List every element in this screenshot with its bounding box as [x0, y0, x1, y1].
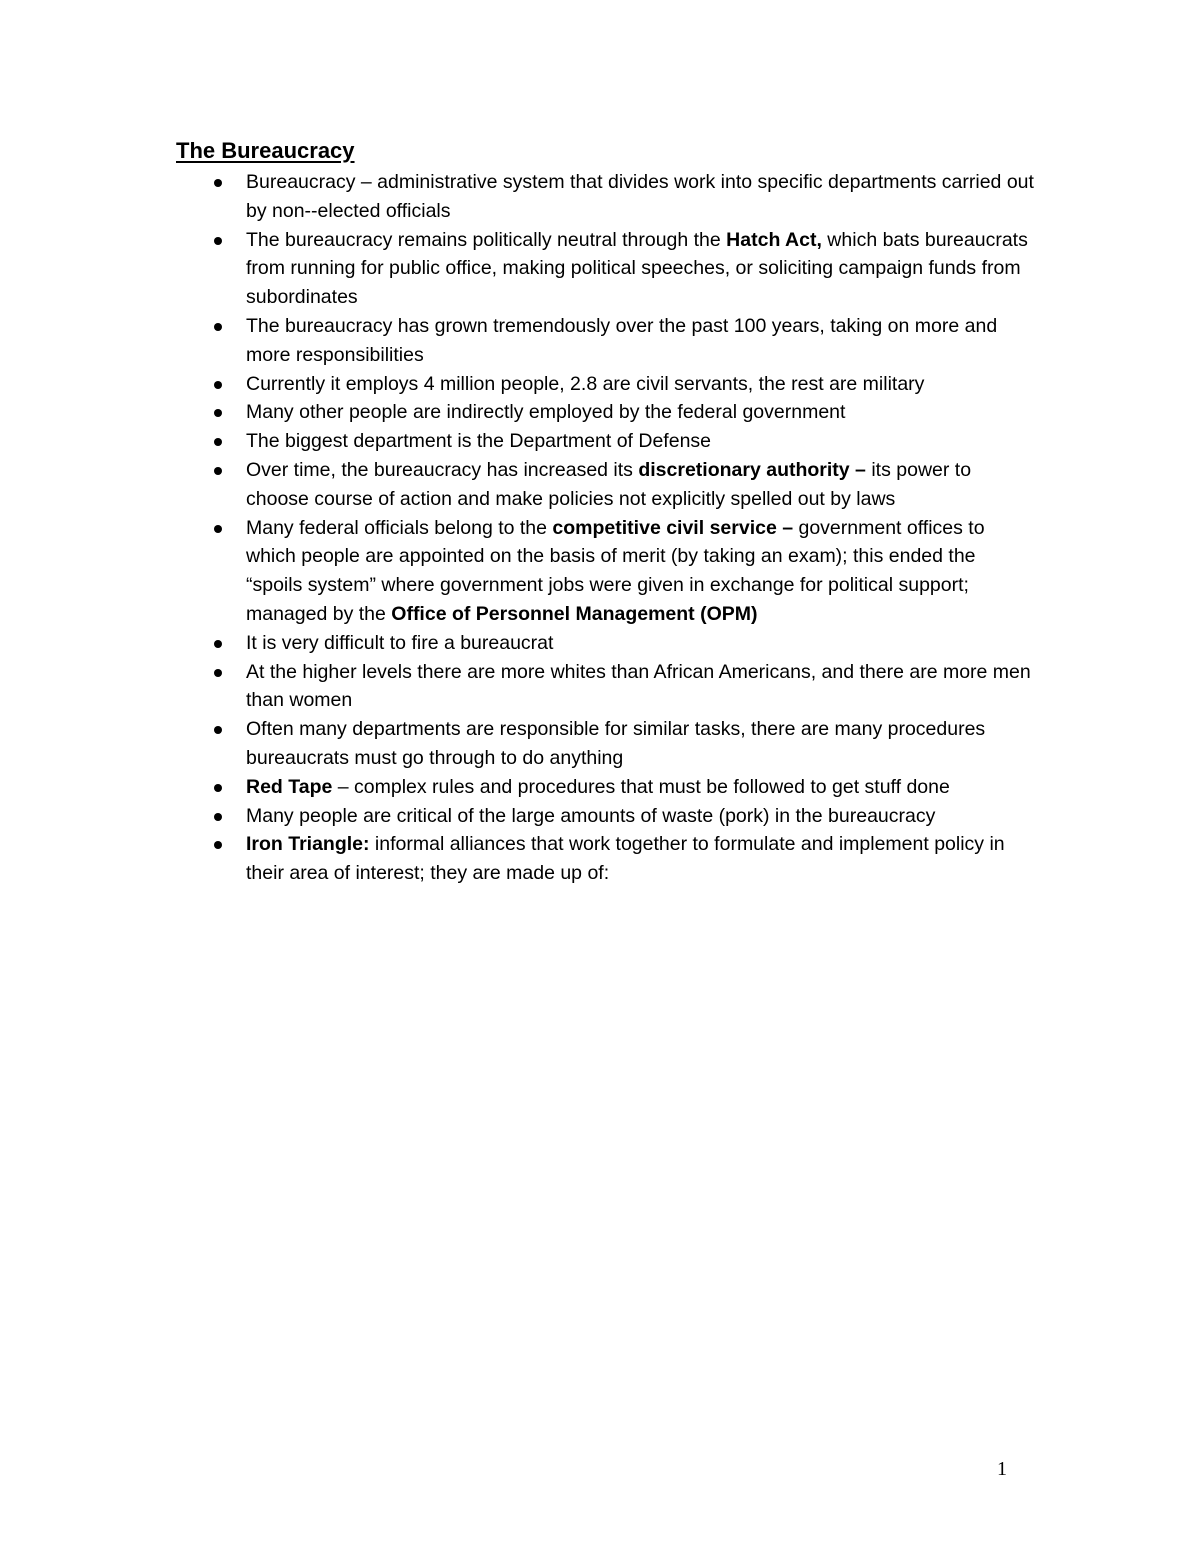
bullet-icon: [214, 841, 222, 849]
list-item: [246, 427, 1036, 456]
list-item: [246, 773, 1036, 802]
list-item: [246, 370, 1036, 399]
list-item-text: Currently it employs 4 million people, 2.8 are civil servants, the rest are military: [246, 372, 925, 395]
bullet-icon: [214, 640, 222, 648]
bullet-icon: [214, 669, 222, 677]
bullet-icon: [214, 237, 222, 245]
list-item: [246, 456, 1036, 514]
list-item-text: It is very difficult to fire a bureaucrat: [246, 631, 554, 654]
list-item: [246, 168, 1036, 226]
bullet-icon: [214, 381, 222, 389]
list-item-text: Many people are critical of the large amounts of waste (pork) in the bureaucracy: [246, 804, 936, 827]
list-item-text: government offices to which people are appointed on the basis of merit (by taking an exam); this ended the “spoils system” where government jobs were given in exchange for political support; managed by the: [246, 516, 985, 625]
term-opm: Office of Personnel Management (OPM): [391, 602, 758, 625]
list-item: [246, 226, 1036, 312]
list-item: [246, 830, 1036, 888]
bullet-icon: [214, 467, 222, 475]
list-item: [246, 658, 1036, 716]
list-item-text: Over time, the bureaucracy has increased its: [246, 458, 639, 481]
list-item: [246, 312, 1036, 370]
list-item-text: The bureaucracy remains politically neutral through the: [246, 228, 727, 251]
list-item-text: At the higher levels there are more whites than African Americans, and there are more men than women: [246, 660, 1031, 712]
list-item-text: Bureaucracy – administrative system that divides work into specific departments carried out by non--elected officials: [246, 171, 1034, 222]
list-item: [246, 514, 1036, 629]
term-iron-triangle: Iron Triangle:: [246, 833, 370, 856]
page-title: The Bureaucracy: [176, 138, 355, 163]
list-item-text: its power to choose course of action and make policies not explicitly spelled out by laws: [246, 458, 972, 510]
bullet-icon: [214, 438, 222, 446]
term-competitive-civil-service: competitive civil service –: [552, 516, 794, 539]
list-item: [246, 802, 1036, 831]
list-item-text: The biggest department is the Department of Defense: [246, 430, 712, 453]
bullet-icon: [214, 323, 222, 331]
bullet-icon: [214, 409, 222, 417]
list-item-text: Many federal officials belong to the: [246, 516, 553, 539]
list-item-text: informal alliances that work together to formulate and implement policy in their area of interest; they are made up of:: [246, 833, 1005, 885]
list-item: [246, 398, 1036, 427]
bullet-list: [246, 168, 1036, 888]
term-discretionary-authority: discretionary authority –: [638, 458, 866, 481]
term-hatch-act: Hatch Act,: [726, 228, 822, 251]
bullet-icon: [214, 726, 222, 734]
list-item-text: which bats bureaucrats from running for public office, making political speeches, or soliciting campaign funds from subordinates: [246, 228, 1028, 309]
list-item-text: Often many departments are responsible for similar tasks, there are many procedures bureaucrats must go through to do anything: [246, 718, 986, 769]
page-number: 1: [997, 1458, 1007, 1480]
bullet-icon: [214, 813, 222, 821]
list-item: [246, 715, 1036, 773]
bullet-icon: [214, 784, 222, 792]
list-item-text: Many other people are indirectly employed by the federal government: [246, 401, 846, 424]
term-red-tape: Red Tape: [246, 775, 333, 798]
list-item-text: – complex rules and procedures that must be followed to get stuff done: [332, 775, 950, 798]
list-item-text: The bureaucracy has grown tremendously over the past 100 years, taking on more and more responsibilities: [246, 314, 998, 366]
bullet-icon: [214, 179, 222, 187]
list-item: [246, 629, 1036, 658]
bullet-icon: [214, 525, 222, 533]
